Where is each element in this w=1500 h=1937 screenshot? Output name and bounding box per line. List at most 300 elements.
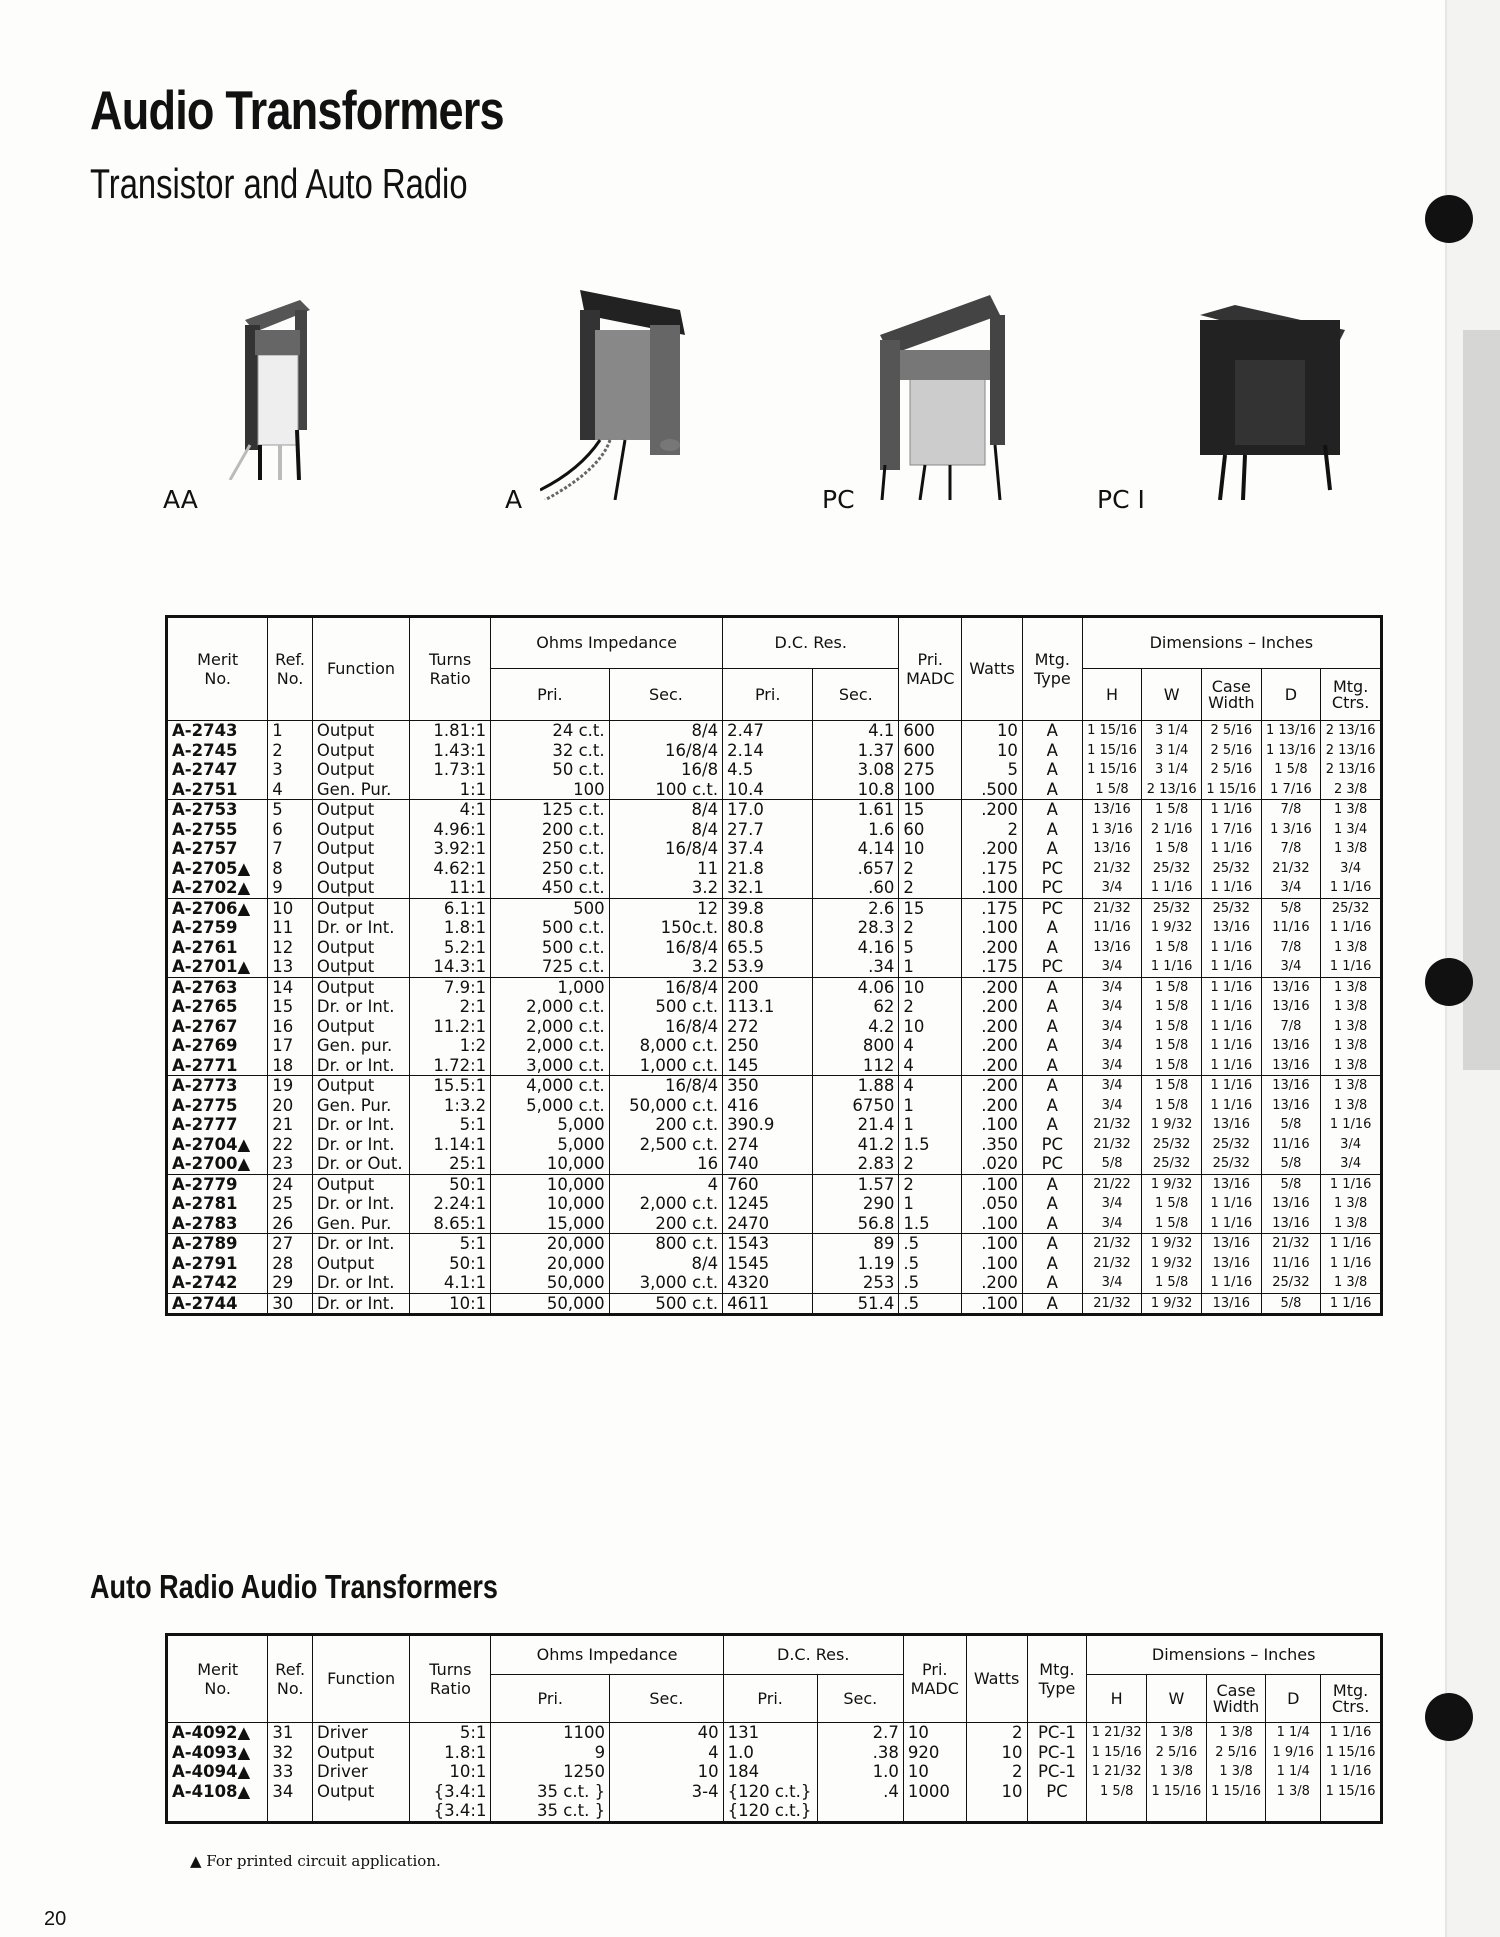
col-dc-res: D.C. Res. <box>723 617 899 669</box>
table-cell: 3/4 <box>1101 1215 1123 1231</box>
col-case <box>1201 898 1261 977</box>
table-cell: 1 1/16 <box>1329 1764 1372 1779</box>
table-cell: .175 <box>981 898 1018 918</box>
table-cell: A <box>1046 977 1058 997</box>
table-cell: 1 1/16 <box>1210 1097 1253 1113</box>
table-cell: 2 13/16 <box>1325 742 1376 758</box>
table-cell: 2 <box>1012 1762 1023 1781</box>
col-turns <box>410 1293 491 1315</box>
col-mtg <box>1022 721 1082 800</box>
col-d <box>1261 1293 1321 1315</box>
table-cell: 24 c.t. <box>552 721 605 740</box>
table-cell: 1 5/8 <box>1155 841 1189 856</box>
col-ohms-pri: Pri. <box>491 1675 610 1723</box>
col-ctrs <box>1321 1234 1382 1294</box>
table-cell: 200 c.t. <box>655 1213 719 1233</box>
table-cell: 50,000 <box>546 1293 605 1313</box>
table-cell: 2,000 c.t. <box>526 1016 605 1036</box>
col-dc-pri <box>723 977 813 1076</box>
table-cell: .5 <box>903 1234 920 1253</box>
col-turns <box>410 977 491 1076</box>
table-cell: 13/16 <box>1093 939 1131 955</box>
table-cell: 13/16 <box>1212 1255 1251 1271</box>
table-cell: .200 <box>981 800 1018 819</box>
table-cell: 3.2 <box>691 957 719 976</box>
table-cell: 1 3/8 <box>1219 1764 1253 1779</box>
table-cell: 290 <box>862 1194 895 1213</box>
col-ctrs <box>1321 1174 1382 1234</box>
table-cell: A-2704▲ <box>172 1134 251 1154</box>
col-function <box>312 1174 409 1234</box>
table-cell: 8/4 <box>691 721 719 740</box>
col-case <box>1201 977 1261 1076</box>
table-cell: 2 <box>1012 1723 1023 1742</box>
table-cell: 31 <box>272 1723 294 1742</box>
table-cell: 1 <box>903 1115 914 1134</box>
table-cell: 1543 <box>727 1234 770 1253</box>
table-cell: 1 3/8 <box>1333 1215 1368 1231</box>
table-cell: .100 <box>981 1213 1018 1233</box>
table-cell: 21/32 <box>1093 1117 1131 1132</box>
table-cell: 3/4 <box>1280 959 1302 974</box>
table-cell: 1.88 <box>857 1076 895 1095</box>
col-ref <box>268 898 313 977</box>
table-cell: 1 1/16 <box>1329 1295 1372 1311</box>
table-cell: PC <box>1041 858 1064 878</box>
table-cell: 2 5/16 <box>1210 742 1253 758</box>
table-cell: 21/32 <box>1093 1236 1131 1251</box>
col-turns <box>410 1076 491 1175</box>
col-dc-pri <box>723 898 813 977</box>
table-cell: 1 3/8 <box>1333 802 1368 817</box>
col-h <box>1082 1234 1142 1294</box>
table-cell: Dr. or Int. <box>316 1115 395 1134</box>
table-cell: 26 <box>272 1213 294 1233</box>
col-ctrs <box>1321 1293 1382 1315</box>
table-cell: A <box>1046 1194 1058 1213</box>
table-cell: 11/16 <box>1272 920 1310 935</box>
table-cell: A-2767 <box>172 1016 238 1036</box>
table-cell: 1000 <box>907 1781 950 1801</box>
table-cell <box>172 1801 263 1821</box>
col-ohms-sec <box>609 1234 722 1294</box>
table-cell: 21/32 <box>1093 860 1131 876</box>
col-dc-sec <box>813 1174 899 1234</box>
table-cell: 1 5/8 <box>1095 781 1129 797</box>
col-case <box>1201 800 1261 899</box>
table-cell: 1 15/16 <box>1211 1783 1261 1799</box>
table-cell: 2,500 c.t. <box>639 1134 719 1154</box>
table-cell: 37.4 <box>727 839 764 858</box>
table-cell: 4 <box>708 1742 719 1762</box>
footnote: ▲ For printed circuit application. <box>190 1852 441 1870</box>
table-cell: 13/16 <box>1272 999 1310 1014</box>
table-cell: 1 1/16 <box>1210 802 1253 817</box>
table-cell: 725 c.t. <box>541 957 605 976</box>
col-mtg-ctrs: Mtg. Ctrs. <box>1321 669 1382 721</box>
transformer-pc1-icon <box>1195 305 1355 500</box>
table-cell: 1.57 <box>857 1174 895 1194</box>
table-cell: 3/4 <box>1101 1038 1123 1053</box>
col-merit <box>167 898 268 977</box>
table-cell: 1 1/16 <box>1329 1176 1372 1192</box>
col-pri-madc: Pri. MADC <box>899 617 962 721</box>
col-d: D <box>1266 1675 1321 1723</box>
table-cell: A-4092▲ <box>172 1723 251 1742</box>
table-cell: 65.5 <box>727 937 764 957</box>
table-cell: 25/32 <box>1152 1156 1191 1171</box>
table-cell: 3/4 <box>1101 1078 1123 1093</box>
table-row-group <box>167 1234 1382 1294</box>
col-merit <box>167 721 268 800</box>
table-cell: .175 <box>981 957 1018 976</box>
col-dc-sec: Sec. <box>813 669 899 721</box>
col-d <box>1266 1723 1321 1823</box>
table-cell: 1 <box>272 721 283 740</box>
table-cell: 10 <box>1001 1742 1023 1762</box>
table-cell: 21/32 <box>1272 1236 1310 1251</box>
table-cell: 15 <box>903 898 925 918</box>
table-cell: 253 <box>862 1273 895 1292</box>
col-dc-pri <box>723 1076 813 1175</box>
table-cell: 1 3/8 <box>1333 1018 1368 1034</box>
table-cell: A-2701▲ <box>172 957 251 976</box>
table-cell: 30 <box>272 1293 294 1313</box>
table-cell: 35 c.t. } <box>537 1801 606 1820</box>
table-cell: 184 <box>727 1762 760 1781</box>
page-number: 20 <box>44 1908 67 1930</box>
table-cell: A <box>1046 1293 1058 1313</box>
col-ohms-impedance: Ohms Impedance <box>491 617 723 669</box>
table-cell: 1 15/16 <box>1087 762 1137 777</box>
table-cell: 2:1 <box>459 997 487 1016</box>
table-cell: A <box>1046 740 1058 760</box>
table-cell: 2,000 c.t. <box>526 997 605 1016</box>
photo-label: PC <box>822 485 855 514</box>
table-cell: 1 15/16 <box>1091 1744 1142 1760</box>
col-function <box>312 800 409 899</box>
table-cell: A-2702▲ <box>172 878 251 897</box>
table-cell: 145 <box>727 1055 759 1075</box>
table-cell: 5,000 <box>557 1134 605 1154</box>
table-cell: 89 <box>873 1234 895 1253</box>
table-cell: Output <box>317 1781 375 1801</box>
table-cell: 10.8 <box>857 779 895 799</box>
table-cell: Gen. Pur. <box>316 1095 392 1115</box>
col-d <box>1261 977 1321 1076</box>
table-cell: 25/32 <box>1272 1275 1310 1290</box>
table-cell: A-2763 <box>172 977 238 997</box>
table-cell <box>908 1801 962 1821</box>
binder-hole-icon <box>1425 958 1473 1006</box>
table-cell: 1 1/16 <box>1210 1215 1253 1231</box>
col-h <box>1082 800 1142 899</box>
table-cell: 275 <box>903 760 935 779</box>
table-cell: 3 <box>272 760 283 779</box>
table-cell: 250 <box>727 1036 759 1055</box>
table-cell: 10:1 <box>449 1762 487 1781</box>
table-cell: 16 <box>697 1154 719 1173</box>
col-h <box>1087 1723 1147 1823</box>
table-cell: 7/8 <box>1280 802 1302 817</box>
table-cell: PC <box>1041 957 1064 976</box>
col-watts <box>966 1723 1027 1823</box>
table-cell: 1 5/8 <box>1155 1038 1189 1053</box>
col-merit <box>167 1234 268 1294</box>
table-cell: 1 <box>903 1095 914 1115</box>
table-cell <box>272 1801 308 1821</box>
table-cell: 1 9/16 <box>1272 1744 1315 1760</box>
table-cell: 1 5/8 <box>1274 762 1308 777</box>
table-cell: 1245 <box>727 1194 770 1213</box>
table-cell: 14.3:1 <box>433 957 487 976</box>
table-cell: 13/16 <box>1272 1057 1310 1073</box>
table-cell: 1 9/32 <box>1150 1176 1193 1192</box>
table-cell: PC <box>1041 878 1064 897</box>
table-cell: 25/32 <box>1152 860 1191 876</box>
table-cell: 13/16 <box>1272 1215 1310 1231</box>
table-cell: A-2700▲ <box>172 1154 251 1173</box>
table-cell: 14 <box>272 977 294 997</box>
table-cell <box>1211 1801 1262 1821</box>
table-cell: .100 <box>981 1253 1018 1273</box>
table-cell: 1 1/16 <box>1210 1018 1253 1034</box>
table-cell: 1 9/32 <box>1150 1295 1193 1311</box>
col-mtg-type: Mtg. Type <box>1022 617 1082 721</box>
table-cell: 25 <box>272 1194 294 1213</box>
table-cell: 10:1 <box>449 1293 487 1313</box>
table-cell: Driver <box>317 1762 368 1781</box>
table-cell: 5 <box>903 937 914 957</box>
table-cell: 1.72:1 <box>433 1055 487 1075</box>
table-cell: 500 <box>573 898 605 918</box>
table-cell: 25/32 <box>1152 1136 1191 1152</box>
table-cell: 2 <box>903 878 914 897</box>
table-cell: .34 <box>868 957 895 976</box>
table-cell: 8 <box>272 858 283 878</box>
col-function <box>312 977 409 1076</box>
table-cell: A-2705▲ <box>172 858 251 878</box>
col-d: D <box>1261 669 1321 721</box>
col-ref <box>268 1234 313 1294</box>
table-cell: 1 3/16 <box>1270 821 1312 837</box>
col-mtg <box>1027 1723 1087 1823</box>
table-cell: 18 <box>272 1055 294 1075</box>
table-cell: 5/8 <box>1280 900 1302 916</box>
table-cell: 12 <box>272 937 294 957</box>
table-cell: Output <box>316 740 375 760</box>
table-cell: 4 <box>903 1055 914 1075</box>
col-mtg <box>1022 977 1082 1076</box>
col-ref <box>268 800 313 899</box>
table-cell: 4 <box>707 1174 719 1194</box>
table-cell: 11/16 <box>1093 920 1131 935</box>
col-watts <box>962 800 1023 899</box>
table-cell: Dr. or Int. <box>316 1055 395 1075</box>
table-cell: 1.0 <box>727 1742 754 1762</box>
table-cell: 16/8/4 <box>665 1016 719 1036</box>
col-w: W <box>1142 669 1202 721</box>
table-cell: 600 <box>903 721 935 740</box>
col-mtg <box>1022 1293 1082 1315</box>
table-cell: 1 5/8 <box>1155 1275 1189 1290</box>
table-cell: 9 <box>594 1742 606 1762</box>
table-cell: 2 13/16 <box>1325 723 1376 738</box>
col-ohms-sec <box>609 898 722 977</box>
col-function <box>312 1234 409 1294</box>
table-cell: 4 <box>903 1076 914 1095</box>
table-cell: .200 <box>981 839 1018 858</box>
table-cell: 16/8/4 <box>665 1076 719 1095</box>
col-dc-sec <box>813 721 899 800</box>
table-cell: A-2771 <box>172 1055 238 1075</box>
table-cell: 21.4 <box>857 1115 895 1134</box>
table-cell: A <box>1046 1234 1058 1253</box>
table-cell: 9 <box>272 878 283 897</box>
table-cell: 2 <box>903 1154 914 1173</box>
table-cell: A <box>1046 1076 1058 1095</box>
table-cell: 1.19 <box>857 1253 895 1273</box>
table-cell: 500 c.t. <box>541 918 605 937</box>
table-cell: 2 1/16 <box>1150 821 1193 837</box>
table-cell: A-2755 <box>172 819 238 839</box>
table-cell: 19 <box>272 1076 294 1095</box>
table-cell: A <box>1046 1273 1058 1292</box>
table-cell: Output <box>316 839 375 858</box>
table-cell: 32.1 <box>727 878 764 897</box>
col-dc-pri <box>723 800 813 899</box>
table-cell: A <box>1046 997 1058 1016</box>
table-cell: 7/8 <box>1280 939 1302 955</box>
col-function <box>313 1723 410 1823</box>
table-cell <box>971 1801 1023 1821</box>
table-cell: 1 1/16 <box>1150 880 1193 895</box>
table-cell: A-2753 <box>172 800 238 819</box>
table-cell: 29 <box>272 1273 294 1292</box>
table-cell: 4.16 <box>857 937 895 957</box>
table-cell: 2 5/16 <box>1155 1744 1198 1760</box>
col-ohms-sec <box>610 1723 724 1823</box>
table-cell: 5 <box>1007 760 1018 779</box>
table-cell: 16/8/4 <box>665 937 719 957</box>
col-madc <box>899 1234 962 1294</box>
table-cell: 1 3/8 <box>1333 1196 1368 1211</box>
table-cell: 41.2 <box>857 1134 895 1154</box>
table-cell: 21/32 <box>1093 1255 1131 1271</box>
col-d <box>1261 1076 1321 1175</box>
table-cell: PC-1 <box>1037 1723 1076 1742</box>
col-ctrs <box>1321 1723 1382 1823</box>
col-dc-pri: Pri. <box>723 1675 817 1723</box>
table-cell: 21/32 <box>1093 900 1131 916</box>
col-dc-sec <box>813 1234 899 1294</box>
col-watts <box>962 1234 1023 1294</box>
table-cell: Output <box>317 1742 375 1762</box>
table-cell: A-2779 <box>172 1174 238 1194</box>
table-row-group <box>167 898 1382 977</box>
col-d <box>1261 898 1321 977</box>
table-row-group <box>167 800 1382 899</box>
table-cell: 1 21/32 <box>1091 1764 1142 1779</box>
table-cell: Dr. or Int. <box>316 1234 395 1253</box>
table-cell: A-2773 <box>172 1076 238 1095</box>
col-function <box>312 1076 409 1175</box>
table-cell: 1 15/16 <box>1206 781 1257 797</box>
table-cell: 3/4 <box>1340 860 1362 876</box>
table-cell: 1 3/8 <box>1333 979 1368 995</box>
table-cell: 4,000 c.t. <box>526 1076 605 1095</box>
table-cell: 4 <box>903 1036 914 1055</box>
table-cell: {3.4:1 <box>433 1781 487 1801</box>
table-cell: 11.2:1 <box>433 1016 487 1036</box>
col-ohms-pri <box>491 977 610 1076</box>
col-ohms-pri <box>491 1723 610 1823</box>
col-watts <box>962 1293 1023 1315</box>
table-cell: 1 5/8 <box>1155 979 1189 995</box>
col-d <box>1261 1234 1321 1294</box>
table-cell <box>317 1801 405 1821</box>
table-cell: A-4094▲ <box>172 1762 251 1781</box>
table-cell: 5:1 <box>459 1115 487 1134</box>
table-cell: A-2747 <box>172 760 238 779</box>
col-madc <box>899 1174 962 1234</box>
table-cell: 8,000 c.t. <box>639 1036 719 1055</box>
table-cell: 125 c.t. <box>541 800 605 819</box>
table-cell: Output <box>316 1016 375 1036</box>
table-cell: 1 15/16 <box>1325 1744 1376 1760</box>
col-watts <box>962 1076 1023 1175</box>
table-cell: 1 1/16 <box>1210 999 1253 1014</box>
table-cell: A <box>1046 839 1058 858</box>
table-cell: A <box>1046 779 1058 799</box>
col-function <box>312 898 409 977</box>
col-h <box>1082 1076 1142 1175</box>
table-cell: 20 <box>272 1095 294 1115</box>
col-ohms-sec <box>609 1293 722 1315</box>
table-cell: 600 <box>903 740 935 760</box>
table-cell: 3/4 <box>1101 999 1123 1014</box>
table-cell: 3.2 <box>691 878 719 897</box>
page-title: Audio Transformers <box>90 79 504 141</box>
table-cell: 62 <box>873 997 895 1016</box>
table-cell: A <box>1046 937 1058 957</box>
table-cell: 24 <box>272 1174 294 1194</box>
table-cell: 500 c.t. <box>541 937 605 957</box>
col-madc <box>899 1293 962 1315</box>
table-cell: 1.8:1 <box>444 1742 487 1762</box>
table-cell: A <box>1046 1213 1058 1233</box>
table-cell: 11:1 <box>449 878 487 897</box>
table-cell: 1 1/16 <box>1329 880 1372 895</box>
col-case <box>1201 1076 1261 1175</box>
col-watts <box>962 977 1023 1076</box>
col-dc-sec <box>813 977 899 1076</box>
table-cell: 4.14 <box>857 839 895 858</box>
table-cell: 10 <box>1001 1781 1023 1801</box>
table-cell: PC <box>1041 898 1064 918</box>
col-merit-no: Merit No. <box>167 1635 268 1723</box>
table-cell: .5 <box>903 1253 920 1273</box>
table-cell: 20,000 <box>546 1234 605 1253</box>
table-cell: 5:1 <box>459 1234 487 1253</box>
table-cell: A <box>1046 1036 1058 1055</box>
table-cell: 5/8 <box>1280 1295 1302 1311</box>
table-cell: 13/16 <box>1212 920 1251 935</box>
col-turns <box>410 898 491 977</box>
table-cell: A-2781 <box>172 1194 238 1213</box>
col-ctrs <box>1321 721 1382 800</box>
col-turns <box>410 1723 491 1823</box>
